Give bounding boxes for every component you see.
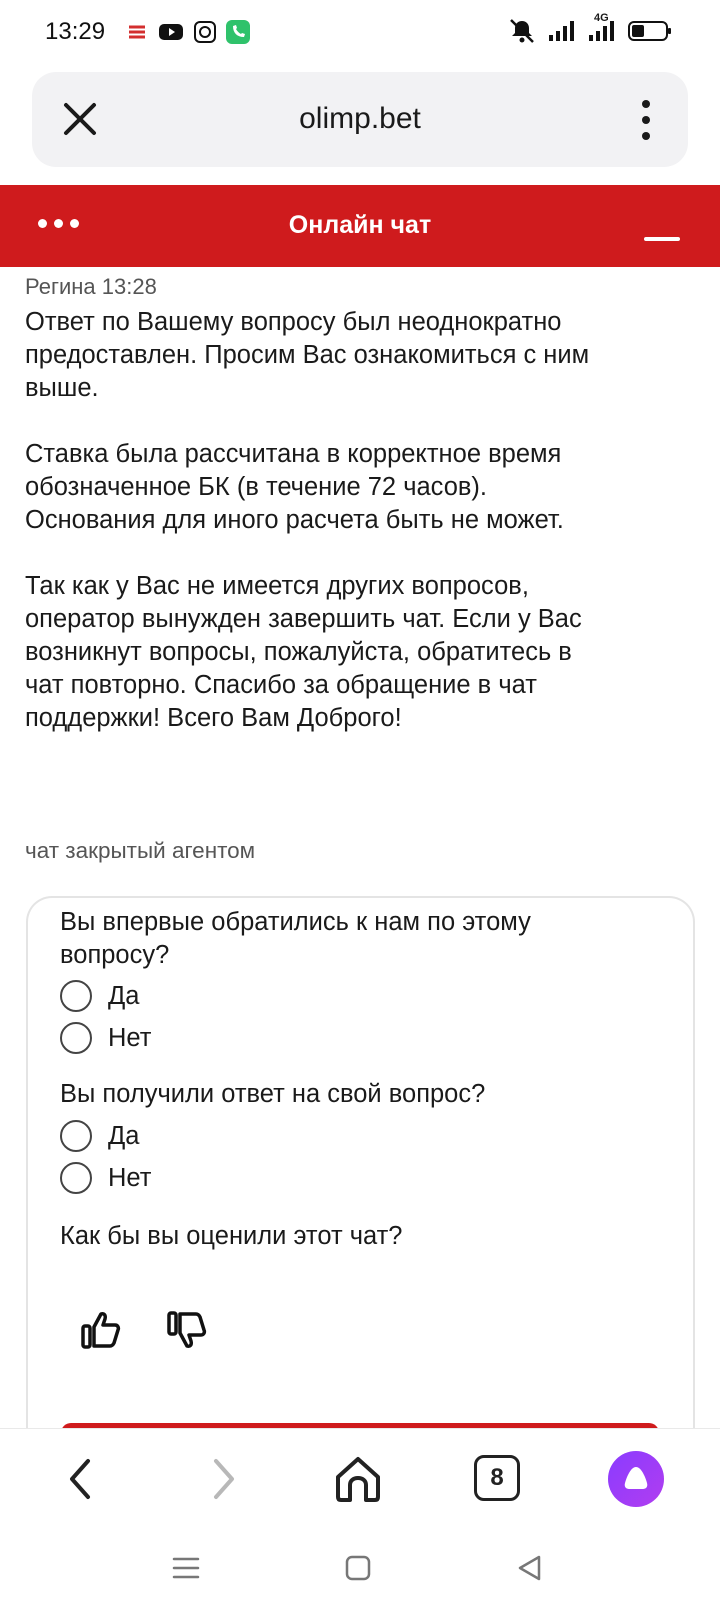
youtube-icon: [158, 22, 184, 47]
system-home-icon[interactable]: [340, 1550, 376, 1586]
radio-first-contact-yes[interactable]: [60, 980, 139, 1012]
voice-assistant-icon[interactable]: [608, 1451, 664, 1507]
radio-first-contact-no[interactable]: [60, 1022, 151, 1054]
network-type-label: 4G: [594, 12, 609, 24]
radio-circle-icon[interactable]: [60, 1162, 92, 1194]
more-menu-icon[interactable]: [634, 98, 658, 142]
radio-circle-icon[interactable]: [60, 1022, 92, 1054]
chat-header: [0, 185, 720, 267]
system-back-icon[interactable]: [512, 1550, 548, 1586]
survey-question-first-contact: Вы впервые обратились к нам по этому вопросу?: [60, 908, 531, 969]
home-icon[interactable]: [332, 1453, 384, 1505]
winline-icon: [194, 21, 216, 48]
signal-icon: [548, 20, 576, 47]
radio-circle-icon[interactable]: [60, 1120, 92, 1152]
status-time: 13:29: [45, 18, 106, 45]
radio-got-answer-yes[interactable]: [60, 1120, 139, 1152]
status-bar: [0, 0, 720, 66]
minimize-icon[interactable]: [644, 221, 680, 241]
system-nav-bar: [0, 1528, 720, 1612]
url-label[interactable]: olimp.bet: [299, 102, 421, 135]
radio-got-answer-no[interactable]: [60, 1162, 151, 1194]
forward-icon[interactable]: [196, 1453, 248, 1505]
browser-address-bar: [32, 72, 688, 167]
battery-icon: [628, 20, 672, 47]
thumbs-down-icon[interactable]: [166, 1308, 210, 1352]
back-icon[interactable]: [56, 1453, 108, 1505]
message-author-time: Регина 13:28: [25, 274, 157, 299]
radio-label: Да: [108, 1121, 140, 1150]
chat-title: Онлайн чат: [288, 211, 432, 239]
message-paragraph: Так как у Вас не имеется других вопросов, оператор вынужден завершить чат. Если у Вас возникнут вопросы, пожалуйста, обратитесь в чат повторно. Спасибо за обращение в чат поддержки! Всего Вам Доброго!: [25, 572, 582, 732]
survey-question-rating: Как бы вы оценили этот чат?: [60, 1222, 403, 1250]
survey-question-got-answer: Вы получили ответ на свой вопрос?: [60, 1080, 486, 1108]
mute-icon: [508, 18, 536, 49]
thumbs-up-icon[interactable]: [80, 1308, 124, 1352]
status-indicators: [508, 12, 672, 49]
message-body: [25, 306, 605, 768]
recents-menu-icon[interactable]: [168, 1550, 204, 1586]
survey-card: [26, 896, 695, 1456]
phone-call-icon: [226, 20, 250, 49]
chat-closed-notice: чат закрытый агентом: [25, 838, 256, 863]
radio-label: Да: [108, 981, 140, 1010]
browser-bottom-nav: [0, 1428, 720, 1528]
radio-label: Нет: [108, 1023, 152, 1052]
radio-circle-icon[interactable]: [60, 980, 92, 1012]
tabs-count-button[interactable]: 8: [474, 1455, 520, 1501]
radio-label: Нет: [108, 1163, 152, 1192]
status-app-icons: [126, 20, 250, 49]
message-paragraph: Ответ по Вашему вопросу был неоднократно предоставлен. Просим Вас ознакомиться с ним выше.: [25, 308, 590, 402]
signal-4g-icon: [588, 12, 616, 47]
message-paragraph: Ставка была рассчитана в корректное время обозначенное БК (в течение 72 часов). Основания для иного расчета быть не может.: [25, 440, 564, 534]
app-notification-icon: [126, 21, 148, 48]
